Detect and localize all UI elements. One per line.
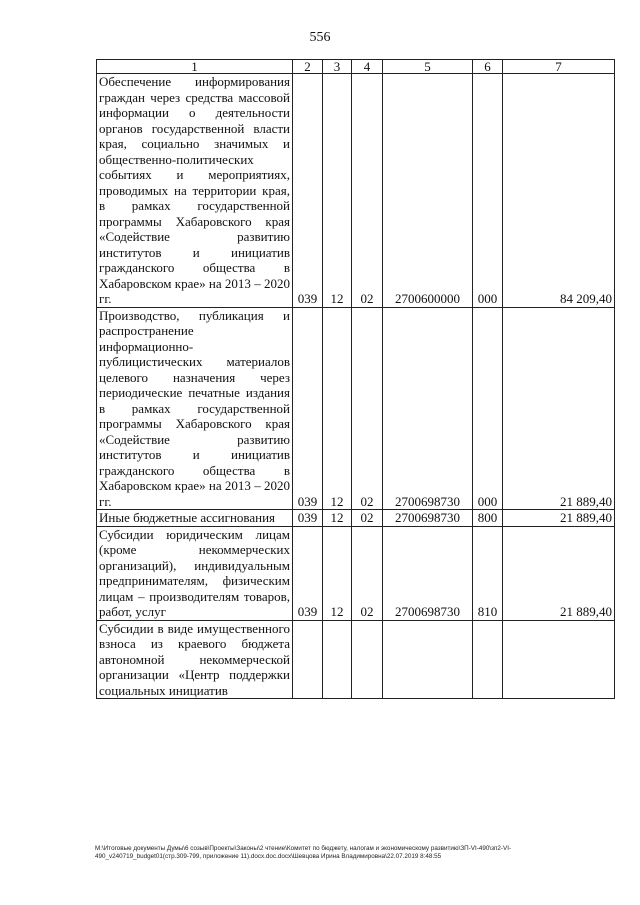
row-ministry-code: 039 xyxy=(293,307,323,510)
header-col-3: 3 xyxy=(323,60,352,74)
table-row xyxy=(97,307,615,510)
header-col-6: 6 xyxy=(473,60,503,74)
row-subsection: 02 xyxy=(352,74,383,308)
document-path-footer xyxy=(95,845,620,861)
row-section: 12 xyxy=(323,510,352,527)
row-subsection: 02 xyxy=(352,526,383,620)
row-amount: 21 889,40 xyxy=(503,526,615,620)
table-row xyxy=(97,526,615,620)
table-row xyxy=(97,620,615,699)
row-name: Иные бюджетные ассигнования xyxy=(97,510,293,527)
row-name: Субсидии юридическим лицам (кроме некоммерческих организаций), индивидуальным предпринимателям, физическим лицам – производителям товаров, работ, услуг xyxy=(97,526,293,620)
row-section xyxy=(323,620,352,699)
row-ministry-code: 039 xyxy=(293,510,323,527)
row-subsection xyxy=(352,620,383,699)
row-expense-type xyxy=(473,620,503,699)
row-name: Обеспечение информирования граждан через средства массовой информации о деятельности органов государственной власти края, социально значимых и общественно-политических событиях и мероприятиях, проводимых на территории края, в рамках государственной программы Хабаровского края «Содействие развитию институтов и инициатив гражданского общества в Хабаровском крае» на 2013 – 2020 гг. xyxy=(97,74,293,308)
header-row xyxy=(97,60,615,74)
row-target-article: 2700600000 xyxy=(383,74,473,308)
row-target-article xyxy=(383,620,473,699)
budget-table xyxy=(96,59,615,699)
row-section: 12 xyxy=(323,526,352,620)
table-row xyxy=(97,510,615,527)
row-subsection: 02 xyxy=(352,510,383,527)
row-expense-type: 800 xyxy=(473,510,503,527)
row-target-article: 2700698730 xyxy=(383,510,473,527)
header-col-2: 2 xyxy=(293,60,323,74)
row-expense-type: 000 xyxy=(473,307,503,510)
row-ministry-code: 039 xyxy=(293,526,323,620)
row-expense-type: 000 xyxy=(473,74,503,308)
row-amount: 21 889,40 xyxy=(503,510,615,527)
row-name: Производство, публикация и распространение информационно-публицистических материалов целевого назначения через периодические печатные издания в рамках государственной программы Хабаровского края «Содействие развитию институтов и инициатив гражданского общества в Хабаровском крае» на 2013 – 2020 гг. xyxy=(97,307,293,510)
row-amount: 21 889,40 xyxy=(503,307,615,510)
page-number: 556 xyxy=(309,30,331,45)
footer-line-1: М:\Итоговые документы Думы\6 созыв\Проекты\Законы\2 чтение\Комитет по бюджету, налогам и экономическому развитию\ЗП-VI-490\зп2-VI- xyxy=(95,845,512,852)
row-target-article: 2700698730 xyxy=(383,526,473,620)
row-name: Субсидии в виде имущественного взноса из краевого бюджета автономной некоммерческой организации «Центр поддержки социальных инициатив xyxy=(97,620,293,699)
footer-line-2: 490_v240719_budget01(стр.309-799, приложение 11).docx.doc.docx\Шевцова Ирина Владимировна\22.07.2019 8:48:55 xyxy=(95,853,442,860)
row-amount: 84 209,40 xyxy=(503,74,615,308)
row-expense-type: 810 xyxy=(473,526,503,620)
header-col-4: 4 xyxy=(352,60,383,74)
header-col-7: 7 xyxy=(503,60,615,74)
row-subsection: 02 xyxy=(352,307,383,510)
row-section: 12 xyxy=(323,74,352,308)
row-amount xyxy=(503,620,615,699)
row-ministry-code xyxy=(293,620,323,699)
row-target-article: 2700698730 xyxy=(383,307,473,510)
row-section: 12 xyxy=(323,307,352,510)
row-ministry-code: 039 xyxy=(293,74,323,308)
table-row xyxy=(97,74,615,308)
header-col-1: 1 xyxy=(97,60,293,74)
header-col-5: 5 xyxy=(383,60,473,74)
